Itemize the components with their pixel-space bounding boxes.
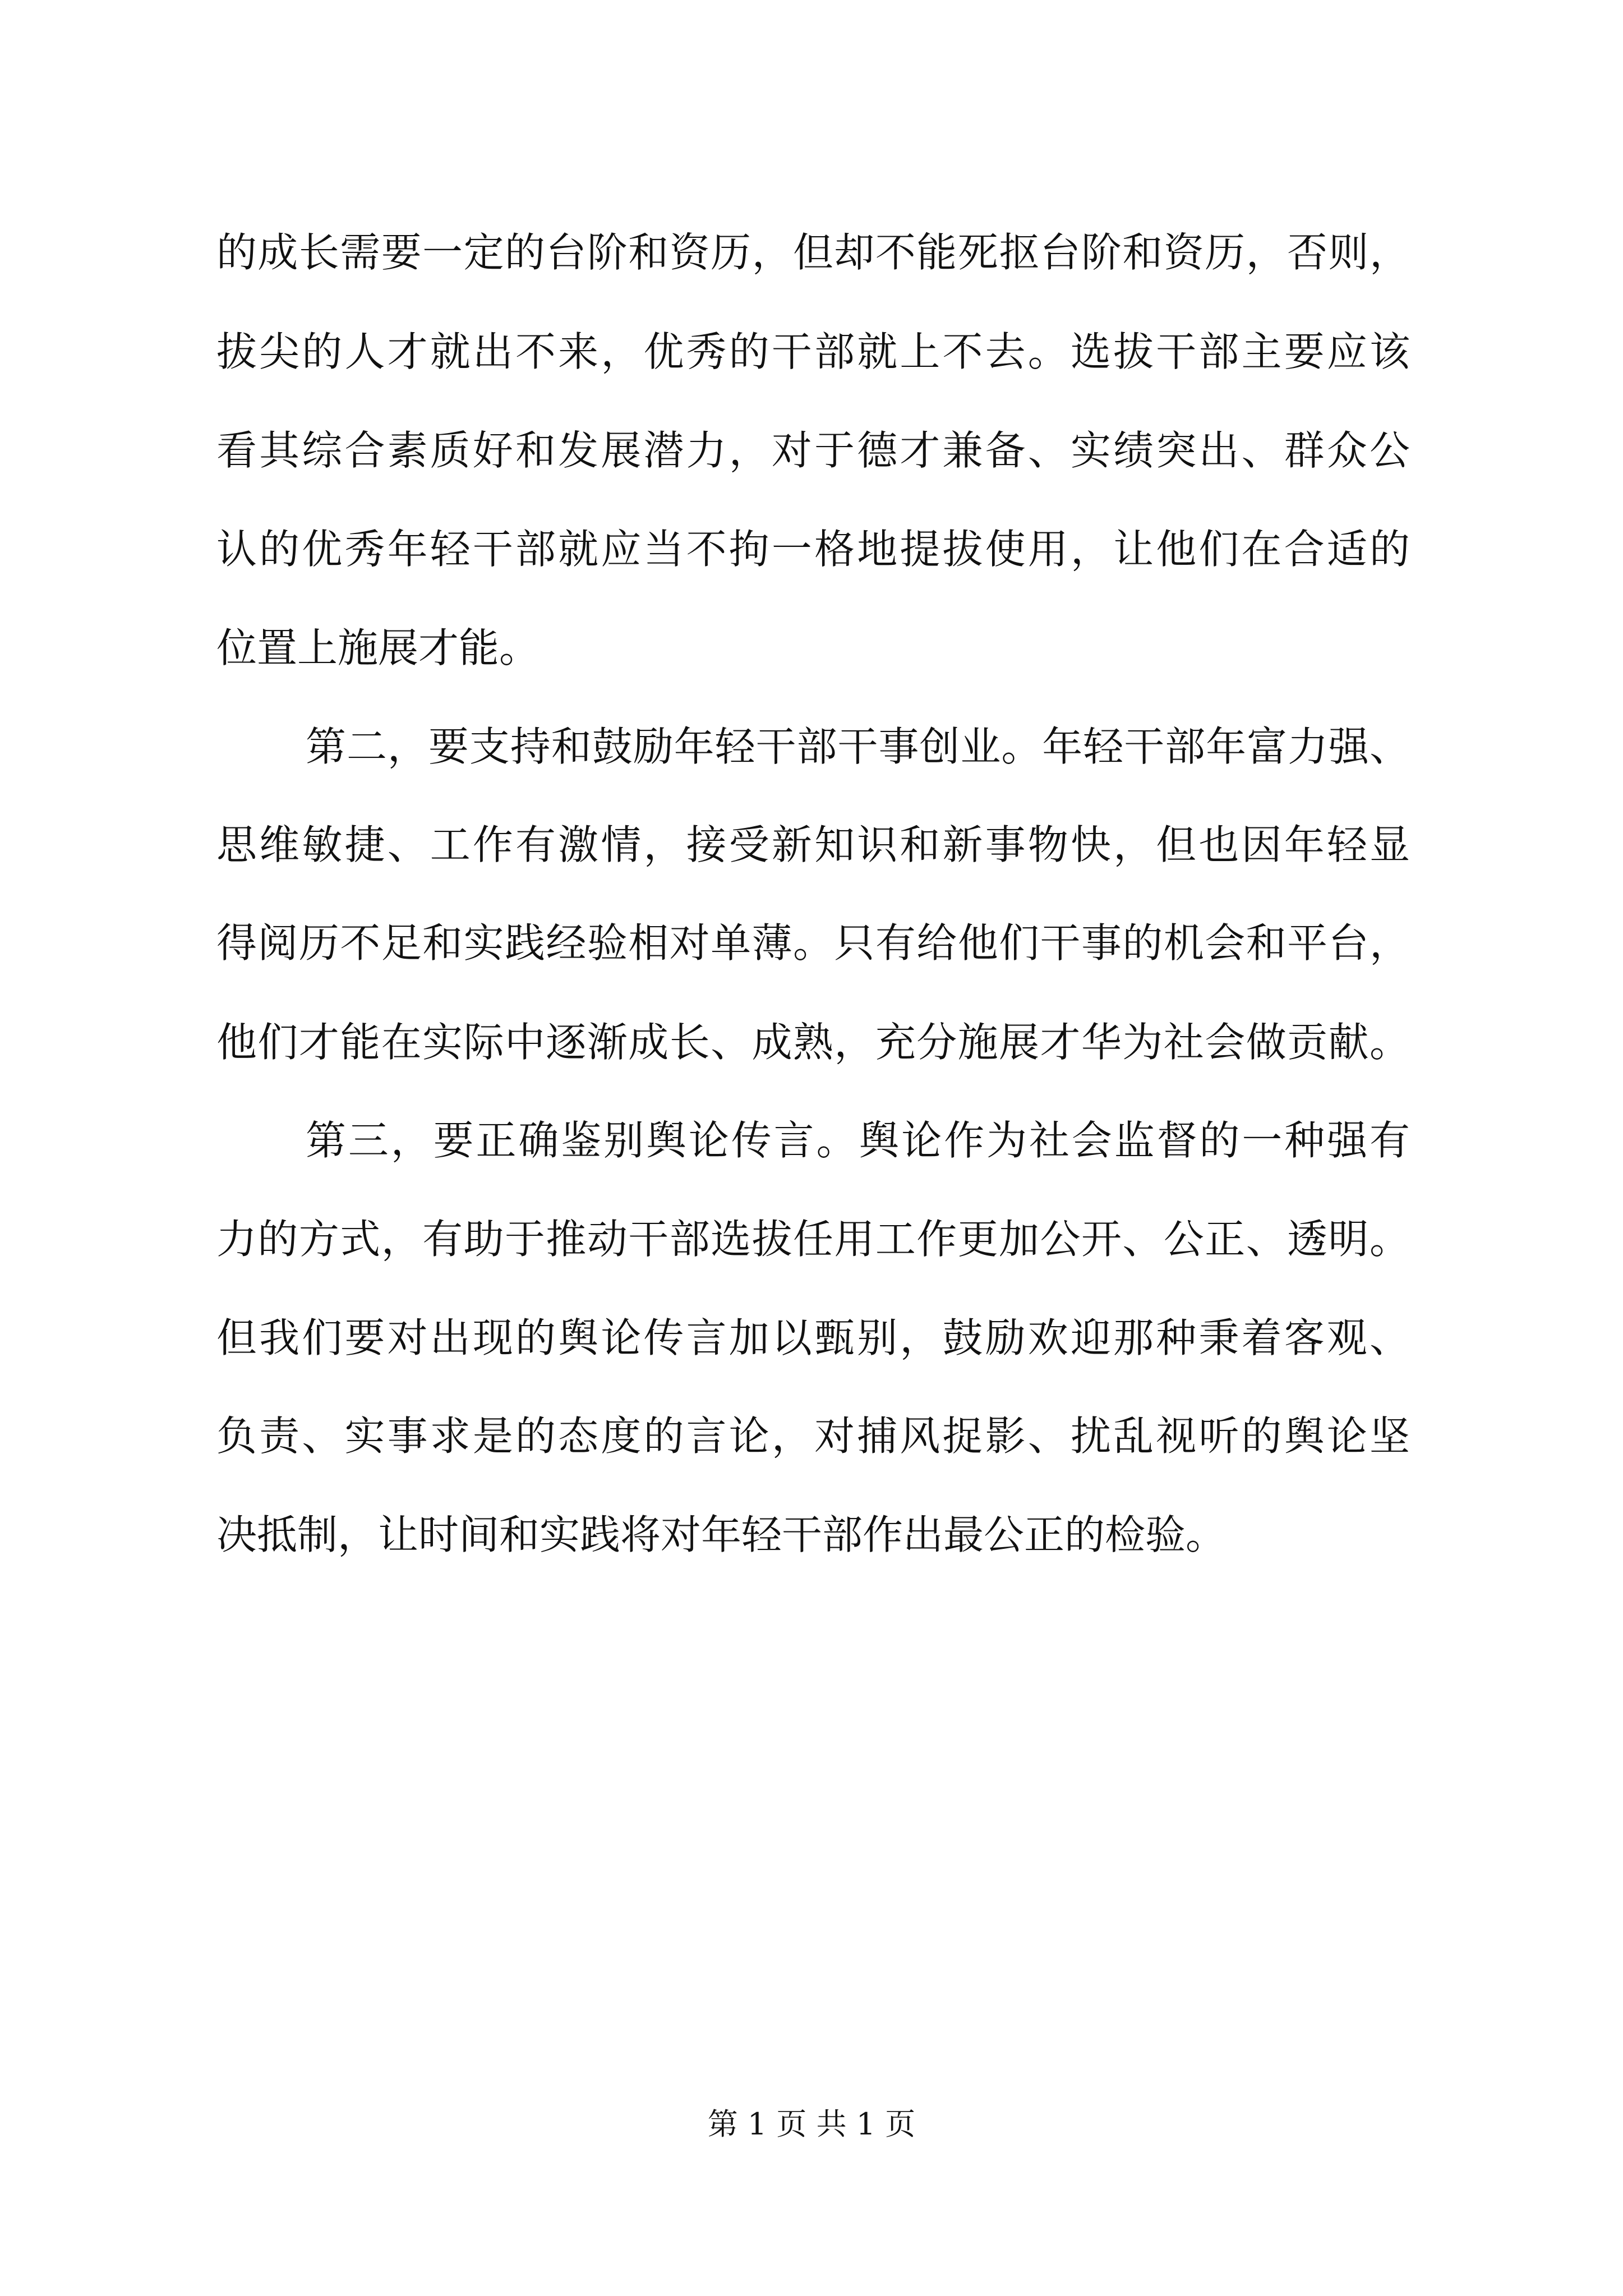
paragraph-1-line-3: 看其综合素质好和发展潜力，对于德才兼备、实绩突出、群众公 <box>216 427 1410 474</box>
paragraph-2-line-4: 他们才能在实际中逐渐成长、成熟，充分施展才华为社会做贡献。 <box>216 1019 1410 1066</box>
paragraph-3-line-1: 第三，要正确鉴别舆论传言。舆论作为社会监督的一种强有 <box>306 1117 1410 1164</box>
paragraph-2-line-3: 得阅历不足和实践经验相对单薄。只有给他们干事的机会和平台， <box>216 919 1410 967</box>
paragraph-3-line-4: 负责、实事求是的态度的言论，对捕风捉影、扰乱视听的舆论坚 <box>216 1412 1410 1460</box>
paragraph-3-line-5: 决抵制，让时间和实践将对年轻干部作出最公正的检验。 <box>216 1511 1227 1558</box>
paragraph-3-line-2: 力的方式，有助于推动干部选拔任用工作更加公开、公正、透明。 <box>216 1216 1410 1263</box>
paragraph-1-line-4: 认的优秀年轻干部就应当不拘一格地提拔使用，让他们在合适的 <box>216 526 1410 573</box>
paragraph-2-line-1: 第二，要支持和鼓励年轻干部干事创业。年轻干部年富力强、 <box>306 723 1410 770</box>
paragraph-3-line-3: 但我们要对出现的舆论传言加以甄别，鼓励欢迎那种秉着客观、 <box>216 1314 1410 1361</box>
paragraph-1-line-1: 的成长需要一定的台阶和资历，但却不能死抠台阶和资历，否则， <box>216 229 1410 276</box>
paragraph-1-line-5: 位置上施展才能。 <box>216 624 540 671</box>
paragraph-2-line-2: 思维敏捷、工作有激情，接受新知识和新事物快，但也因年轻显 <box>216 821 1410 868</box>
paragraph-1-line-2: 拔尖的人才就出不来，优秀的干部就上不去。选拔干部主要应该 <box>216 328 1410 375</box>
page-footer: 第 1 页 共 1 页 <box>707 2106 916 2142</box>
